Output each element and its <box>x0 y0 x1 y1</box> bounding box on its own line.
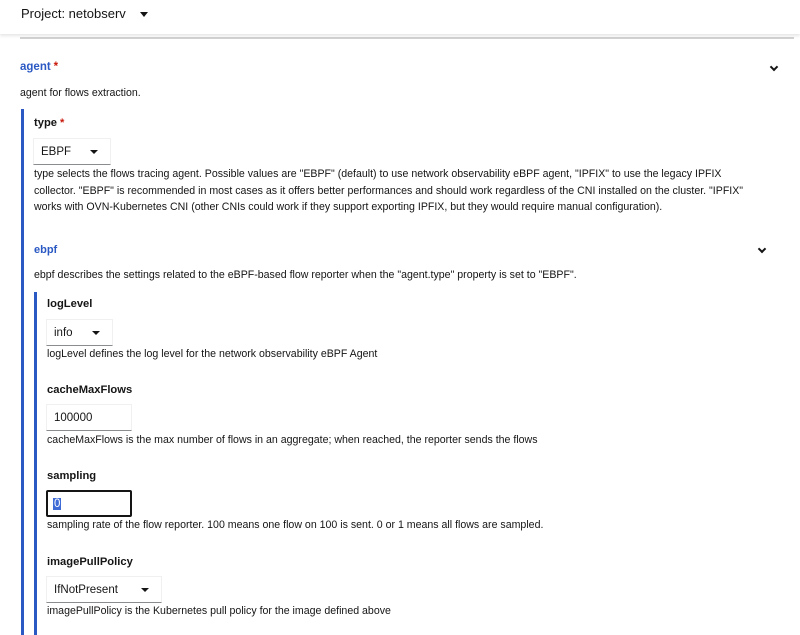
type-description-line: collector. "EBPF" is recommended in most cases as it offers better performances and should work regardless of the CNI installed on the cluster. "IPFIX" <box>34 184 744 197</box>
type-value: EBPF <box>41 145 72 158</box>
agent-group-bar <box>21 109 24 635</box>
agent-title: agent <box>20 61 51 73</box>
agent-section-toggle[interactable] <box>20 61 58 73</box>
sampling-label: sampling <box>47 470 97 482</box>
type-label <box>34 117 64 129</box>
cachemaxflows-label: cacheMaxFlows <box>47 384 133 396</box>
cachemaxflows-description: cacheMaxFlows is the max number of flows in an aggregate; when reached, the reporter sends the flows <box>47 434 538 446</box>
sampling-description: sampling rate of the flow reporter. 100 means one flow on 100 is sent. 0 or 1 means all flows are sampled. <box>47 519 544 531</box>
type-description-line: type selects the flows tracing agent. Possible values are "EBPF" (default) to use network observability eBPF agent, "IPFIX" to use the legacy IPFIX <box>34 168 722 180</box>
sampling-input[interactable] <box>46 490 132 517</box>
imagepullpolicy-description: imagePullPolicy is the Kubernetes pull policy for the image defined above <box>47 605 391 617</box>
caret-down-icon <box>92 331 100 335</box>
type-label-text: type <box>34 117 58 129</box>
loglevel-description: logLevel defines the log level for the network observability eBPF Agent <box>47 348 378 360</box>
sampling-value: 0 <box>54 497 61 510</box>
top-bar <box>0 0 800 34</box>
ebpf-group-bar <box>34 292 37 635</box>
project-selector[interactable] <box>21 6 148 21</box>
required-marker: * <box>60 117 65 129</box>
type-select[interactable] <box>33 138 111 165</box>
ebpf-title: ebpf <box>34 244 58 256</box>
chevron-down-icon[interactable] <box>770 63 778 71</box>
ebpf-description: ebpf describes the settings related to the eBPF-based flow reporter when the "agent.type" property is set to "EBPF". <box>34 269 577 281</box>
type-description-line: works with OVN-Kubernetes CNI (other CNIs could work if they support exporting IPFIX, but they would require manual configuration). <box>34 201 663 213</box>
loglevel-label: logLevel <box>47 298 93 310</box>
chevron-down-icon[interactable] <box>758 245 766 253</box>
loglevel-value: info <box>54 326 73 339</box>
cachemaxflows-input[interactable] <box>46 404 132 431</box>
ebpf-section-toggle[interactable] <box>34 244 57 256</box>
imagepullpolicy-value: IfNotPresent <box>54 583 118 596</box>
required-marker: * <box>53 61 59 73</box>
loglevel-select[interactable] <box>46 319 113 346</box>
caret-down-icon <box>90 150 98 154</box>
cachemaxflows-value: 100000 <box>54 411 93 424</box>
caret-down-icon <box>141 588 149 592</box>
type-description <box>34 166 794 216</box>
imagepullpolicy-label: imagePullPolicy <box>47 556 133 568</box>
caret-down-icon <box>140 12 148 17</box>
divider <box>20 37 794 39</box>
imagepullpolicy-select[interactable] <box>46 576 162 603</box>
agent-description: agent for flows extraction. <box>20 87 141 99</box>
project-label: Project: netobserv <box>21 6 126 21</box>
